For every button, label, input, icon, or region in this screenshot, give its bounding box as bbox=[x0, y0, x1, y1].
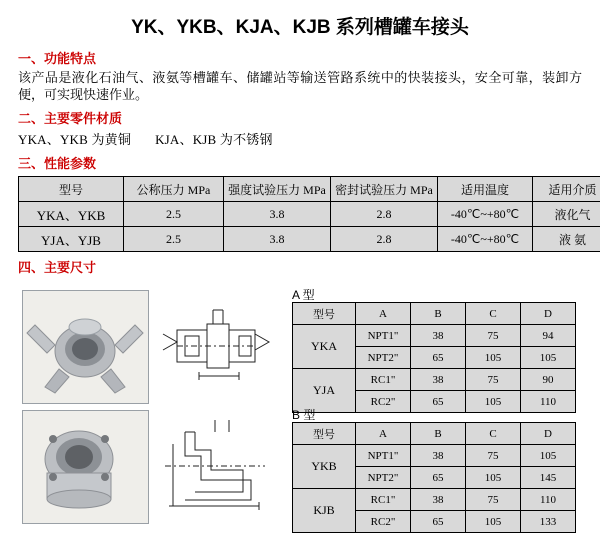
dimension-table-b bbox=[292, 422, 576, 533]
coupling-drawing-a bbox=[155, 290, 280, 402]
th-medium: 适用介质 bbox=[533, 177, 600, 202]
th-model: 型号 bbox=[293, 423, 356, 445]
cell-a: RC1" bbox=[356, 369, 411, 391]
cell-model: YJA bbox=[293, 369, 356, 413]
material-brass: YKA、YKB 为黄铜 bbox=[18, 132, 131, 147]
material-line bbox=[18, 129, 600, 148]
cell-model: YKA bbox=[293, 325, 356, 369]
cell-b: 65 bbox=[411, 347, 466, 369]
cell-c: 105 bbox=[466, 467, 521, 489]
cell-a: RC2" bbox=[356, 511, 411, 533]
cell-d: 90 bbox=[521, 369, 576, 391]
cell-b: 38 bbox=[411, 489, 466, 511]
table-header-row bbox=[293, 303, 576, 325]
section-heading-performance: 三、性能参数 bbox=[18, 153, 600, 172]
table-row bbox=[293, 325, 576, 347]
coupling-photo-a bbox=[22, 290, 149, 404]
th-strength-test-pressure: 强度试验压力 MPa bbox=[224, 177, 331, 202]
cell-nominal-pressure: 2.5 bbox=[124, 227, 224, 252]
cell-model: YJA、YJB bbox=[19, 227, 124, 252]
dimension-caption-a: A 型 bbox=[292, 286, 315, 303]
cell-temperature: -40℃~+80℃ bbox=[438, 227, 533, 252]
cell-a: NPT1" bbox=[356, 445, 411, 467]
cell-seal-test-pressure: 2.8 bbox=[331, 227, 438, 252]
cell-a: NPT1" bbox=[356, 325, 411, 347]
cell-medium: 液 氨 bbox=[533, 227, 600, 252]
cell-d: 133 bbox=[521, 511, 576, 533]
cell-model: YKB bbox=[293, 445, 356, 489]
table-row bbox=[19, 227, 600, 252]
coupling-drawing-a-graphic bbox=[155, 290, 280, 402]
cell-a: NPT2" bbox=[356, 467, 411, 489]
th-a: A bbox=[356, 303, 411, 325]
coupling-photo-b-graphic bbox=[23, 411, 148, 523]
cell-d: 105 bbox=[521, 347, 576, 369]
cell-model: YKA、YKB bbox=[19, 202, 124, 227]
table-row bbox=[293, 369, 576, 391]
th-b: B bbox=[411, 303, 466, 325]
section-heading-material: 二、主要零件材质 bbox=[18, 108, 600, 127]
th-a: A bbox=[356, 423, 411, 445]
coupling-photo-a-graphic bbox=[23, 291, 148, 403]
cell-nominal-pressure: 2.5 bbox=[124, 202, 224, 227]
th-seal-test-pressure: 密封试验压力 MPa bbox=[331, 177, 438, 202]
coupling-photo-b bbox=[22, 410, 149, 524]
cell-c: 75 bbox=[466, 489, 521, 511]
cell-c: 75 bbox=[466, 369, 521, 391]
table-header-row bbox=[293, 423, 576, 445]
cell-d: 110 bbox=[521, 489, 576, 511]
cell-c: 105 bbox=[466, 511, 521, 533]
cell-b: 65 bbox=[411, 467, 466, 489]
cell-strength-test-pressure: 3.8 bbox=[224, 227, 331, 252]
cell-a: NPT2" bbox=[356, 347, 411, 369]
cell-d: 105 bbox=[521, 445, 576, 467]
th-temperature: 适用温度 bbox=[438, 177, 533, 202]
dimensions-section bbox=[0, 282, 600, 532]
cell-strength-test-pressure: 3.8 bbox=[224, 202, 331, 227]
cell-seal-test-pressure: 2.8 bbox=[331, 202, 438, 227]
cell-c: 75 bbox=[466, 325, 521, 347]
cell-b: 38 bbox=[411, 325, 466, 347]
page-title: YK、YKB、KJA、KJB 系列槽罐车接头 bbox=[0, 0, 600, 43]
table-row bbox=[293, 445, 576, 467]
cell-c: 105 bbox=[466, 347, 521, 369]
th-model: 型号 bbox=[293, 303, 356, 325]
coupling-drawing-b-graphic bbox=[155, 410, 280, 522]
table-header-row bbox=[19, 177, 600, 202]
material-stainless: KJA、KJB 为不锈钢 bbox=[155, 132, 273, 147]
th-d: D bbox=[521, 423, 576, 445]
th-b: B bbox=[411, 423, 466, 445]
cell-b: 38 bbox=[411, 369, 466, 391]
section-heading-dimensions: 四、主要尺寸 bbox=[18, 257, 600, 276]
th-model: 型号 bbox=[19, 177, 124, 202]
th-c: C bbox=[466, 423, 521, 445]
features-paragraph: 该产品是液化石油气、液氨等槽罐车、储罐站等输送管路系统中的快装接头，安全可靠，装卸方便，可实现快速作业。 bbox=[18, 69, 582, 103]
th-d: D bbox=[521, 303, 576, 325]
performance-table bbox=[18, 176, 600, 252]
dimension-caption-b: B 型 bbox=[292, 406, 315, 423]
cell-b: 38 bbox=[411, 445, 466, 467]
cell-b: 65 bbox=[411, 391, 466, 413]
table-row bbox=[293, 489, 576, 511]
cell-c: 105 bbox=[466, 391, 521, 413]
th-c: C bbox=[466, 303, 521, 325]
section-heading-features: 一、功能特点 bbox=[18, 48, 600, 67]
th-nominal-pressure: 公称压力 MPa bbox=[124, 177, 224, 202]
cell-temperature: -40℃~+80℃ bbox=[438, 202, 533, 227]
cell-d: 94 bbox=[521, 325, 576, 347]
table-row bbox=[19, 202, 600, 227]
cell-a: RC2" bbox=[356, 391, 411, 413]
coupling-drawing-b bbox=[155, 410, 280, 522]
cell-medium: 液化气 bbox=[533, 202, 600, 227]
cell-a: RC1" bbox=[356, 489, 411, 511]
cell-d: 145 bbox=[521, 467, 576, 489]
cell-b: 65 bbox=[411, 511, 466, 533]
cell-d: 110 bbox=[521, 391, 576, 413]
cell-model: KJB bbox=[293, 489, 356, 533]
dimension-table-a bbox=[292, 302, 576, 413]
cell-c: 75 bbox=[466, 445, 521, 467]
